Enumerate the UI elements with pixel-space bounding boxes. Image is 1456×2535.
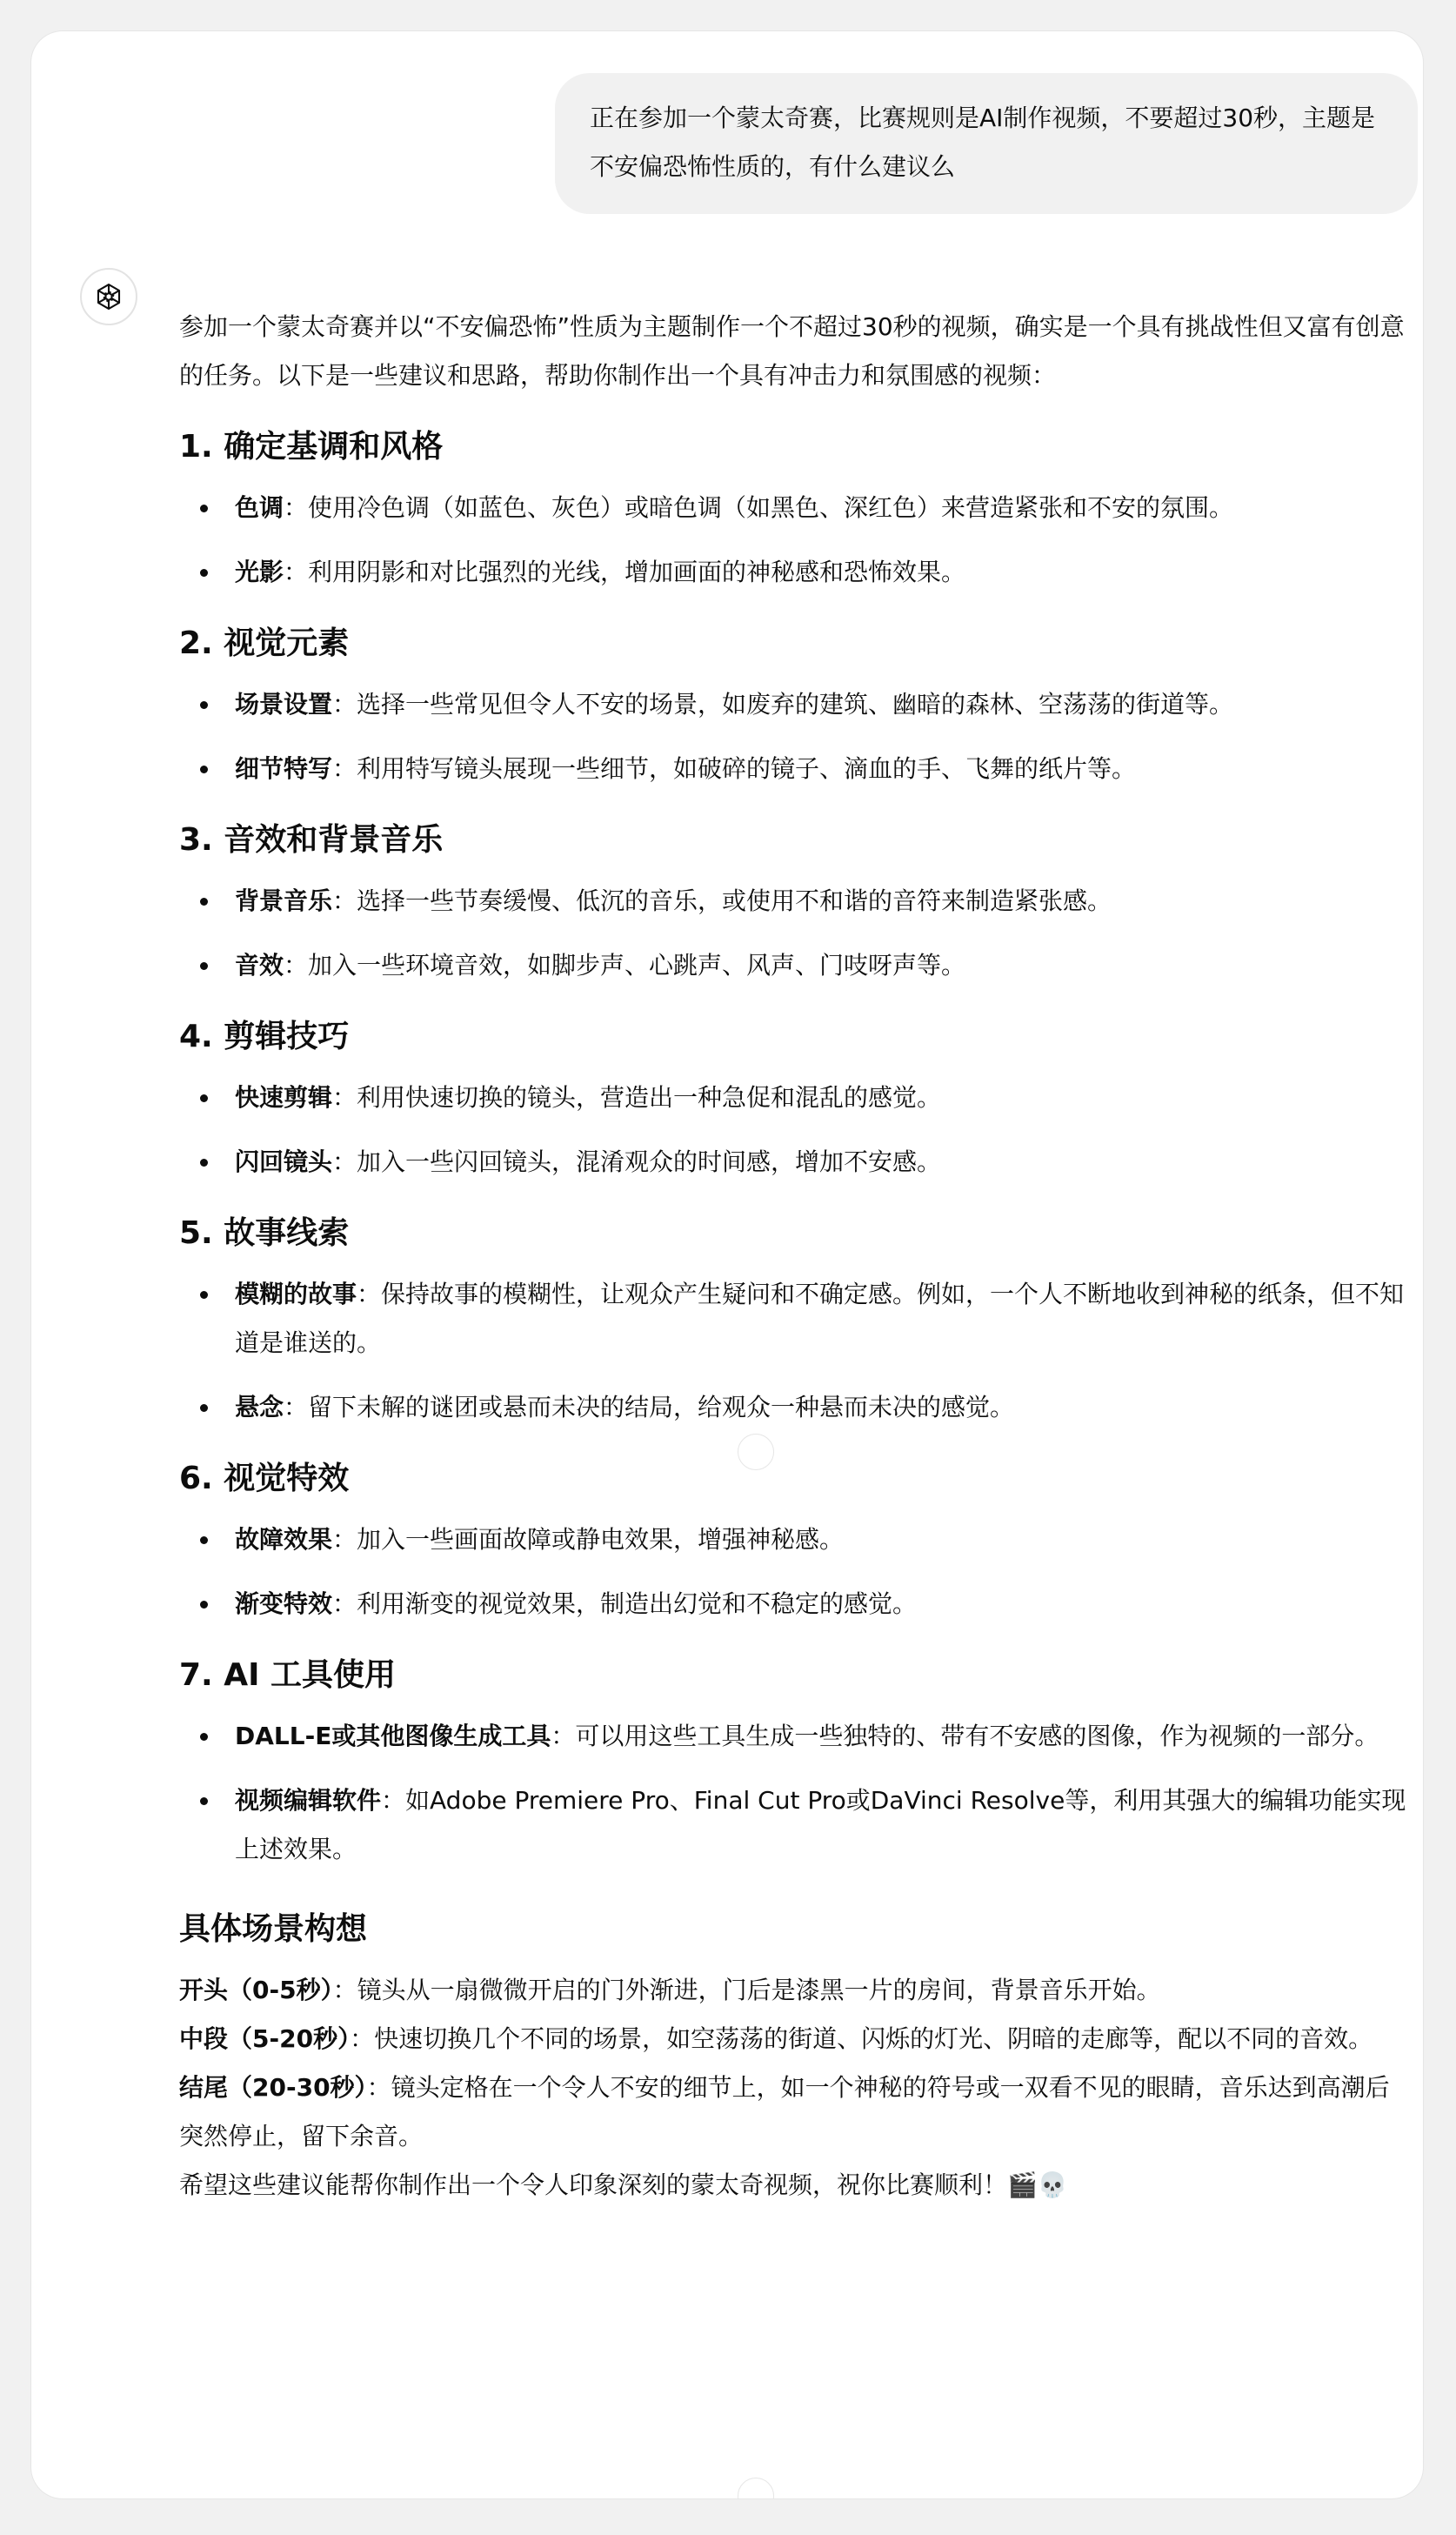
section-list bbox=[179, 877, 1409, 990]
scene-label: 中段（5-20秒） bbox=[179, 2024, 351, 2053]
closing-text: 希望这些建议能帮你制作出一个令人印象深刻的蒙太奇视频，祝你比赛顺利！🎬💀 bbox=[179, 2170, 1068, 2199]
list-item-label: 音效 bbox=[235, 951, 284, 980]
list-item-label: 渐变特效 bbox=[235, 1589, 333, 1618]
scene-paragraph bbox=[179, 1966, 1409, 2015]
list-item-label: 快速剪辑 bbox=[235, 1083, 333, 1112]
section-list bbox=[179, 1270, 1409, 1432]
section-heading: 7. AI 工具使用 bbox=[179, 1657, 397, 1693]
list-item bbox=[179, 1776, 1409, 1874]
list-item bbox=[179, 877, 1409, 926]
scene-text: ：镜头定格在一个令人不安的细节上，如一个神秘的符号或一双看不见的眼睛，音乐达到高潮后突然停止，留下余音。 bbox=[179, 2073, 1390, 2150]
section-heading: 5. 故事线索 bbox=[179, 1215, 350, 1251]
list-item-text: ：利用渐变的视觉效果，制造出幻觉和不稳定的感觉。 bbox=[332, 1589, 918, 1618]
list-item bbox=[179, 941, 1409, 990]
list-item-text: ：保持故事的模糊性，让观众产生疑问和不确定感。例如，一个人不断地收到神秘的纸条，但不知道是谁送的。 bbox=[235, 1280, 1405, 1357]
speaker-icon[interactable] bbox=[205, 2497, 238, 2498]
list-item bbox=[179, 1138, 1409, 1187]
list-item bbox=[179, 1074, 1409, 1122]
list-item bbox=[179, 1712, 1409, 1761]
regenerate-icon[interactable] bbox=[320, 2497, 353, 2498]
copy-icon[interactable] bbox=[263, 2497, 296, 2498]
thumbs-down-icon[interactable] bbox=[377, 2497, 411, 2498]
section-heading: 4. 剪辑技巧 bbox=[179, 1019, 350, 1054]
user-message-bubble bbox=[555, 73, 1418, 214]
list-item-text: ：利用快速切换的镜头，营造出一种急促和混乱的感觉。 bbox=[332, 1083, 942, 1112]
list-item-label: 模糊的故事 bbox=[235, 1280, 357, 1308]
list-item bbox=[179, 1580, 1409, 1629]
list-item-text: ：选择一些常见但令人不安的场景，如废弃的建筑、幽暗的森林、空荡荡的街道等。 bbox=[332, 690, 1234, 719]
list-item-label: 背景音乐 bbox=[235, 886, 333, 915]
section-list bbox=[179, 484, 1409, 597]
scene-label: 开头（0-5秒） bbox=[179, 1976, 333, 2004]
user-message-text: 正在参加一个蒙太奇赛，比赛规则是AI制作视频，不要超过30秒，主题是不安偏恐怖性质的，有什么建议么 bbox=[590, 104, 1376, 181]
list-item bbox=[179, 1270, 1409, 1368]
list-item bbox=[179, 1383, 1409, 1432]
scene-text: ：快速切换几个不同的场景，如空荡荡的街道、闪烁的灯光、阴暗的走廊等，配以不同的音效。 bbox=[350, 2024, 1373, 2053]
list-item-label: 色调 bbox=[235, 493, 284, 522]
scroll-down-button[interactable] bbox=[738, 2478, 774, 2498]
scene-paragraph bbox=[179, 2015, 1409, 2063]
list-item-text: ：使用冷色调（如蓝色、灰色）或暗色调（如黑色、深红色）来营造紧张和不安的氛围。 bbox=[284, 493, 1234, 522]
scene-label: 结尾（20-30秒） bbox=[179, 2073, 367, 2102]
list-item-label: DALL-E或其他图像生成工具 bbox=[235, 1722, 551, 1750]
list-item-label: 细节特写 bbox=[235, 754, 333, 783]
section-list bbox=[179, 680, 1409, 793]
list-item-text: ：利用阴影和对比强烈的光线，增加画面的神秘感和恐怖效果。 bbox=[284, 558, 966, 586]
list-item bbox=[179, 1515, 1409, 1564]
list-item-label: 悬念 bbox=[235, 1393, 284, 1421]
list-item-text: ：加入一些环境音效，如脚步声、心跳声、风声、门吱呀声等。 bbox=[284, 951, 966, 980]
section-heading: 1. 确定基调和风格 bbox=[179, 429, 444, 465]
scroll-indicator bbox=[738, 1434, 774, 1470]
list-item-label: 闪回镜头 bbox=[235, 1147, 333, 1176]
model-chevron-icon[interactable] bbox=[435, 2497, 468, 2498]
chat-window bbox=[31, 31, 1423, 2498]
section-heading: 6. 视觉特效 bbox=[179, 1461, 350, 1496]
scene-list bbox=[179, 1966, 1409, 2161]
list-item-text: ：加入一些画面故障或静电效果，增强神秘感。 bbox=[332, 1525, 845, 1554]
message-actions bbox=[205, 2497, 468, 2498]
list-item-text: ：加入一些闪回镜头，混淆观众的时间感，增加不安感。 bbox=[332, 1147, 942, 1176]
list-item-text: ：留下未解的谜团或悬而未决的结局，给观众一种悬而未决的感觉。 bbox=[284, 1393, 1015, 1421]
section-list bbox=[179, 1074, 1409, 1187]
suggestion-sections bbox=[179, 423, 1409, 1874]
list-item-label: 光影 bbox=[235, 558, 284, 586]
list-item-label: 视频编辑软件 bbox=[235, 1786, 382, 1815]
section-heading: 3. 音效和背景音乐 bbox=[179, 822, 444, 858]
assistant-message bbox=[179, 303, 1409, 2210]
scene-text: ：镜头从一扇微微开启的门外渐进，门后是漆黑一片的房间，背景音乐开始。 bbox=[332, 1976, 1161, 2004]
list-item bbox=[179, 745, 1409, 793]
section-list bbox=[179, 1515, 1409, 1629]
list-item-text: ：可以用这些工具生成一些独特的、带有不安感的图像，作为视频的一部分。 bbox=[551, 1722, 1379, 1750]
list-item-label: 场景设置 bbox=[235, 690, 333, 719]
section-heading: 2. 视觉元素 bbox=[179, 625, 350, 661]
section-list bbox=[179, 1712, 1409, 1874]
list-item-text: ：利用特写镜头展现一些细节，如破碎的镜子、滴血的手、飞舞的纸片等。 bbox=[332, 754, 1137, 783]
assistant-intro: 参加一个蒙太奇赛并以“不安偏恐怖”性质为主题制作一个不超过30秒的视频，确实是一个具有挑战性但又富有创意的任务。以下是一些建议和思路，帮助你制作出一个具有冲击力和氛围感的视频： bbox=[179, 312, 1405, 390]
assistant-avatar bbox=[80, 268, 137, 325]
openai-logo-icon bbox=[92, 280, 125, 313]
list-item bbox=[179, 484, 1409, 532]
list-item bbox=[179, 680, 1409, 729]
list-item bbox=[179, 548, 1409, 597]
list-item-label: 故障效果 bbox=[235, 1525, 333, 1554]
list-item-text: ：如Adobe Premiere Pro、Final Cut Pro或DaVinci Resolve等，利用其强大的编辑功能实现上述效果。 bbox=[235, 1786, 1406, 1863]
scene-paragraph bbox=[179, 2063, 1409, 2161]
list-item-text: ：选择一些节奏缓慢、低沉的音乐，或使用不和谐的音符来制造紧张感。 bbox=[332, 886, 1112, 915]
scene-heading: 具体场景构想 bbox=[179, 1911, 368, 1947]
